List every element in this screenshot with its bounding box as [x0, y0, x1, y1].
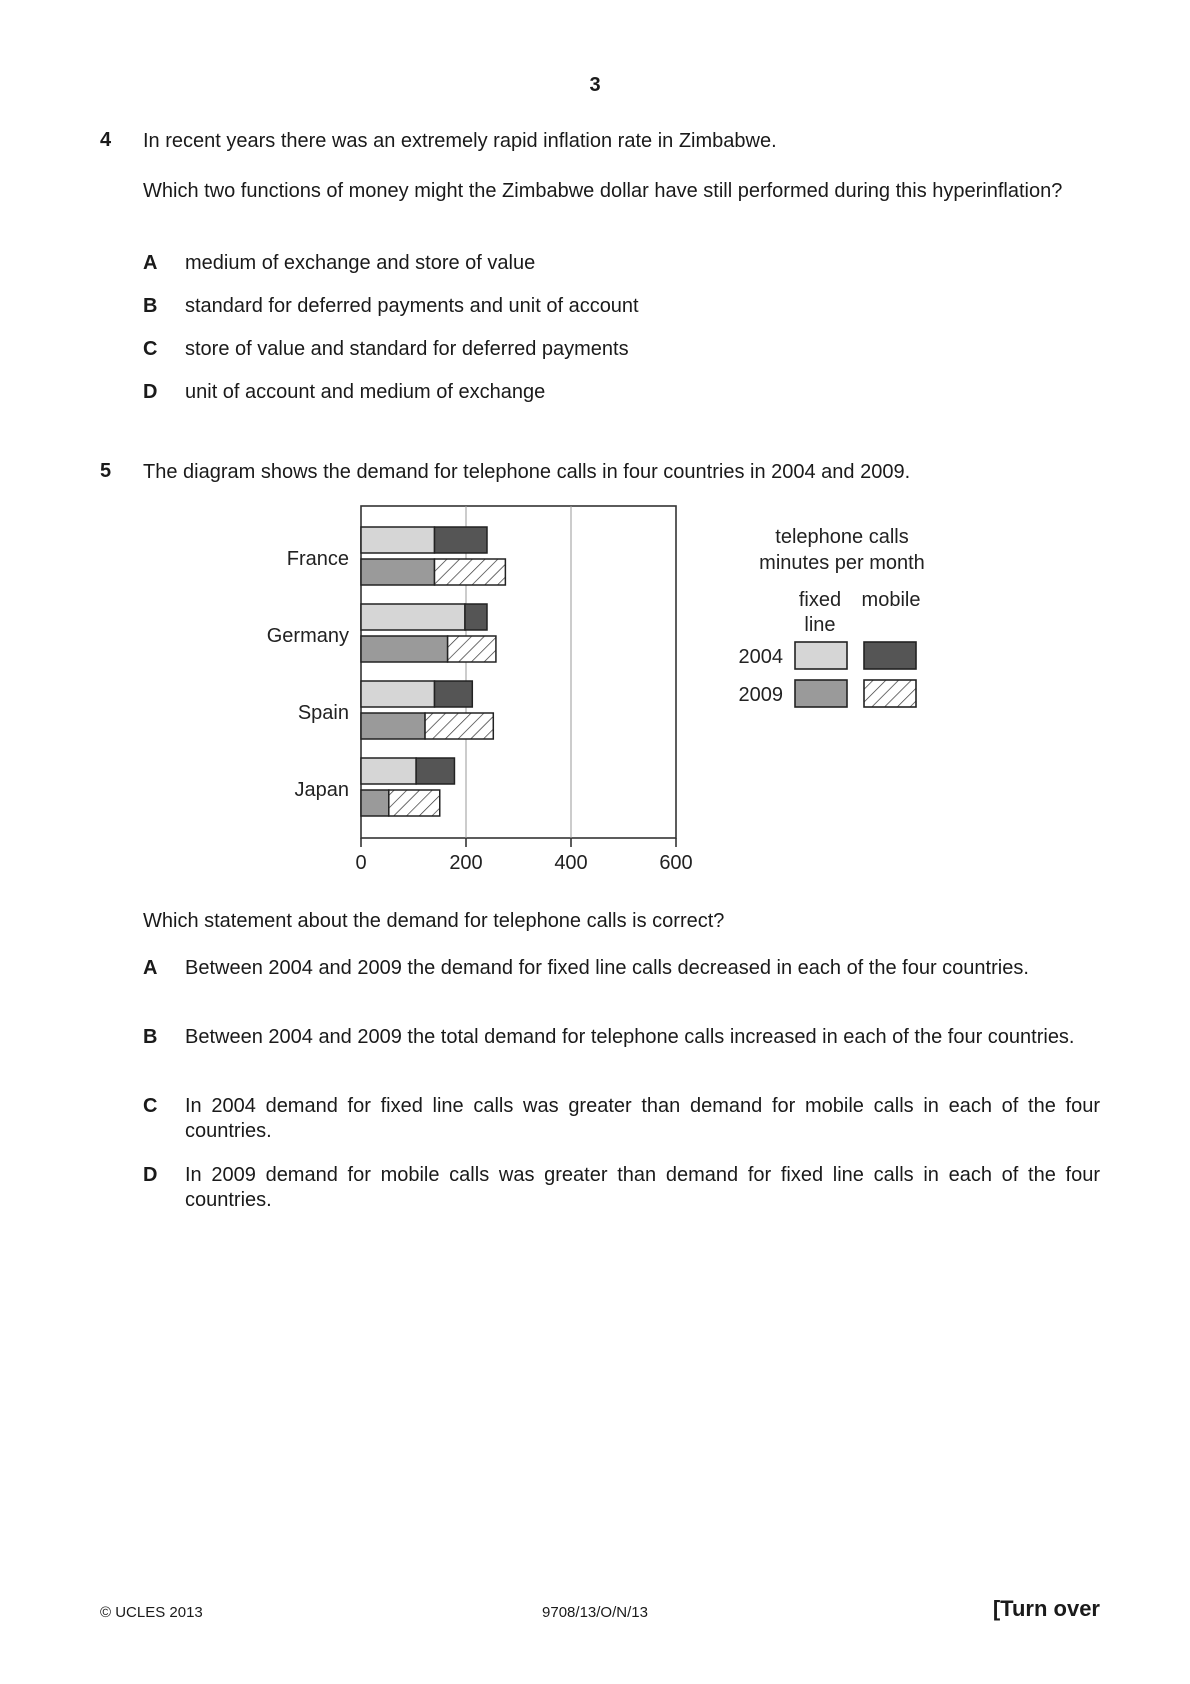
legend-col-fixed-line1: fixed	[798, 589, 842, 611]
bar-japan-2009-fixed	[361, 790, 389, 816]
legend-row-2009: 2009	[738, 684, 783, 706]
bar-germany-2009-mobile	[448, 636, 496, 662]
legend-swatch-2009-mobile	[864, 680, 916, 707]
q4-option-d-letter: D	[143, 381, 158, 403]
q5-option-a-text: Between 2004 and 2009 the demand for fixed line calls decreased in each of the four countries.	[185, 957, 1029, 979]
bar-germany-2004-mobile	[465, 604, 487, 630]
bar-spain-2009-fixed	[361, 713, 425, 739]
q5-option-b-text: Between 2004 and 2009 the total demand for telephone calls increased in each of the four countries.	[185, 1026, 1075, 1048]
bar-france-2004-fixed	[361, 527, 435, 553]
plot-frame	[361, 506, 676, 838]
bar-spain-2009-mobile	[425, 713, 493, 739]
q5-option-a-letter: A	[143, 957, 158, 979]
q4-option-b-letter: B	[143, 295, 158, 317]
category-label-spain: Spain	[297, 702, 349, 724]
bar-germany-2004-fixed	[361, 604, 465, 630]
x-tick-label: 200	[449, 852, 483, 874]
q4-option-a-letter: A	[143, 252, 158, 274]
q5-option-c-text: In 2004 demand for fixed line calls was greater than demand for mobile calls in each of the four countries.	[185, 1095, 1100, 1142]
question-5-number: 5	[100, 460, 112, 482]
footer-turn-over: [Turn over	[992, 1596, 1100, 1621]
legend-swatch-2004-mobile	[864, 642, 916, 669]
x-tick-label: 0	[355, 852, 367, 874]
legend-title-line2: minutes per month	[759, 552, 925, 574]
q4-option-b-text: standard for deferred payments and unit of account	[185, 295, 639, 317]
footer-copyright: © UCLES 2013	[100, 1604, 203, 1621]
category-label-germany: Germany	[266, 625, 349, 647]
x-tick-label: 400	[554, 852, 588, 874]
bar-france-2004-mobile	[435, 527, 488, 553]
question-4-number: 4	[100, 129, 112, 151]
legend-title-line1: telephone calls	[775, 526, 909, 548]
legend-col-mobile: mobile	[861, 589, 921, 611]
q5-option-b-letter: B	[143, 1026, 158, 1048]
legend-swatch-2004-fixed	[795, 642, 847, 669]
q4-option-d-text: unit of account and medium of exchange	[185, 381, 546, 403]
q5-option-c-letter: C	[143, 1095, 158, 1117]
category-label-japan: Japan	[294, 779, 349, 801]
q5-option-d-text: In 2009 demand for mobile calls was greater than demand for fixed line calls in each of the four countries.	[185, 1164, 1100, 1211]
q5-option-d-letter: D	[143, 1164, 158, 1186]
q4-option-a-text: medium of exchange and store of value	[185, 252, 536, 274]
bar-japan-2004-mobile	[416, 758, 454, 784]
question-4-stem: Which two functions of money might the Zimbabwe dollar have still performed during this hyperinflation?	[143, 180, 1063, 202]
bar-spain-2004-fixed	[361, 681, 435, 707]
question-4-intro: In recent years there was an extremely rapid inflation rate in Zimbabwe.	[143, 130, 777, 152]
q4-option-c-letter: C	[143, 338, 158, 360]
bar-germany-2009-fixed	[361, 636, 448, 662]
bar-japan-2009-mobile	[389, 790, 440, 816]
footer-paper-code: 9708/13/O/N/13	[542, 1604, 648, 1621]
question-5-stem: Which statement about the demand for telephone calls is correct?	[143, 910, 725, 932]
page-number: 3	[589, 74, 601, 96]
bar-japan-2004-fixed	[361, 758, 416, 784]
bar-france-2009-mobile	[435, 559, 506, 585]
legend-swatch-2009-fixed	[795, 680, 847, 707]
category-label-france: France	[286, 548, 349, 570]
x-tick-label: 600	[659, 852, 693, 874]
question-5-intro: The diagram shows the demand for telephone calls in four countries in 2004 and 2009.	[143, 461, 911, 483]
bar-france-2009-fixed	[361, 559, 435, 585]
legend-col-fixed-line2: line	[804, 614, 836, 636]
q4-option-c-text: store of value and standard for deferred payments	[185, 338, 629, 360]
bar-spain-2004-mobile	[435, 681, 473, 707]
legend-row-2004: 2004	[738, 646, 783, 668]
